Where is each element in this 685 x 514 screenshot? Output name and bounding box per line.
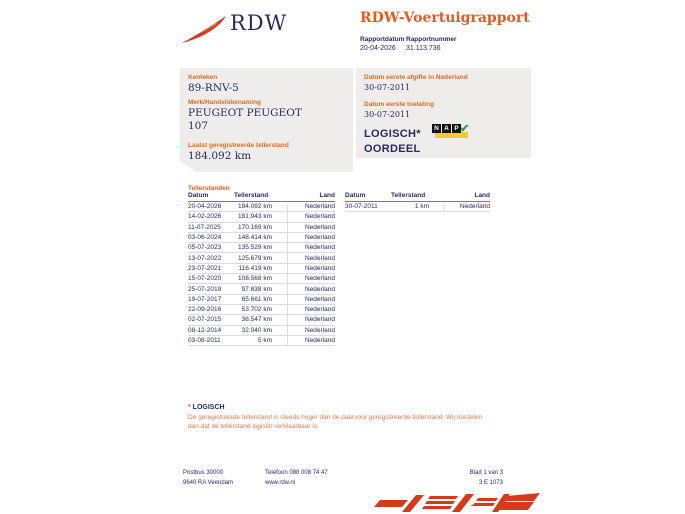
table-header-row: [345, 192, 490, 202]
cell-tellerstand: 97.838 km: [241, 285, 272, 293]
cell-land: Nederland: [305, 337, 335, 344]
table-row: [188, 336, 335, 346]
table-row: [188, 284, 335, 294]
table-row: [188, 264, 335, 274]
cell-land: Nederland: [305, 234, 335, 242]
table-row: [188, 202, 335, 212]
laatste-tellerstand-label: Laatst geregistreerde tellerstand: [188, 142, 289, 149]
footnote-asterisk: *: [188, 404, 193, 411]
page-title: RDW-Voertuigrapport: [360, 10, 530, 26]
footer-address: [183, 468, 233, 488]
merk-value-line2: 107: [188, 120, 209, 132]
cell-land: Nederland: [305, 275, 335, 283]
cell-datum: 25-07-2019: [188, 285, 222, 293]
laatste-tellerstand-value: 184.092 km: [188, 150, 252, 162]
cell-tellerstand: 181.943 km: [238, 213, 272, 221]
cell-land: Nederland: [305, 254, 335, 262]
report-date-value: 20-04-2026: [360, 45, 396, 52]
cell-datum: 02-07-2015: [188, 316, 222, 324]
tellerstanden-table: [188, 192, 335, 346]
cell-tellerstand: 38.547 km: [241, 316, 272, 324]
cell-tellerstand: 53.702 km: [241, 306, 272, 314]
verdict-line1: LOGISCH*: [364, 128, 421, 140]
table-header-row: [188, 192, 335, 202]
cell-datum: 05-07-2023: [188, 244, 222, 252]
cell-datum: 03-08-2011: [188, 337, 221, 344]
table-row: [188, 315, 335, 325]
nap-logo: [432, 124, 472, 140]
column-header-datum: Datum: [188, 192, 209, 199]
footnote-body: De geregistreerde tellerstand is steeds hoger dan de daarvoor geregistreerde tellerstand. Wij oordelen dan dat de tellerstand logisch verklaarbaar is.: [188, 414, 483, 430]
footer-address-line1: Postbus 30000: [183, 470, 224, 476]
kenteken-value: 89-RNV-5: [188, 82, 239, 94]
report-number-value: 31.113.736: [406, 45, 441, 52]
table-row: [188, 274, 335, 284]
cell-datum: 23-07-2021: [188, 264, 222, 272]
nap-checkmark-icon: ✔: [460, 123, 470, 135]
toelating-value: 30-07-2011: [364, 110, 411, 119]
cell-datum: 30-07-2011: [345, 203, 378, 211]
cell-tellerstand: 148.414 km: [238, 234, 272, 242]
cell-tellerstand: 116.419 km: [238, 264, 272, 272]
report-date-label: Rapportdatum: [360, 36, 405, 43]
column-divider: [444, 205, 445, 212]
footer-form-code: 3 E 1073: [478, 480, 503, 486]
merk-label: Merk/Handelsbenaming: [188, 99, 261, 106]
footer-page-number: Blad 1 van 3: [469, 470, 503, 476]
footer-address-line2: 9640 RA Veendam: [183, 480, 234, 486]
cell-datum: 14-02-2026: [188, 213, 222, 221]
cell-land: Nederland: [305, 244, 335, 252]
cell-land: Nederland: [305, 285, 335, 293]
footer-page-info: [420, 468, 503, 488]
cell-tellerstand: 32.040 km: [241, 326, 272, 334]
verdict-line2: OORDEEL: [364, 143, 421, 155]
cell-tellerstand: 184.092 km: [238, 203, 272, 211]
column-header-tellerstand: Tellerstand: [391, 192, 426, 199]
rdw-logo-icon: [182, 16, 226, 44]
rdw-logo-text: RDW: [230, 11, 288, 35]
footer-phone: Telefoon 088 008 74 47: [265, 470, 328, 476]
table-row: [188, 326, 335, 336]
merk-value-line1: PEUGEOT PEUGEOT: [188, 107, 302, 119]
toelating-label: Datum eerste toelating: [364, 101, 435, 108]
nap-letter-p: P: [452, 124, 461, 133]
table-row: [188, 233, 335, 243]
speed-lines-graphic: [372, 492, 540, 514]
table-row: [188, 243, 335, 253]
cell-land: Nederland: [305, 295, 335, 303]
nap-letter-n: N: [432, 124, 441, 133]
cell-datum: 03-06-2024: [188, 234, 222, 242]
cell-land: Nederland: [305, 316, 335, 324]
table-row: [188, 253, 335, 263]
cell-tellerstand: 170.169 km: [238, 223, 272, 231]
table-body: [188, 202, 335, 346]
cell-tellerstand: 1 km: [414, 203, 429, 211]
footer-contact: [265, 468, 328, 488]
cell-land: Nederland: [305, 213, 335, 221]
afgifte-value: 30-07-2011: [364, 83, 411, 92]
cell-datum: 15-07-2020: [188, 275, 222, 283]
cell-tellerstand: 125.679 km: [238, 254, 272, 262]
column-header-datum: Datum: [345, 192, 366, 199]
cell-datum: 11-07-2025: [188, 223, 221, 231]
kenteken-label: Kenteken: [188, 74, 218, 81]
cell-tellerstand: 65.661 km: [241, 295, 272, 303]
column-header-land: Land: [474, 192, 490, 199]
afgifte-label: Datum eerste afgifte in Nederland: [364, 74, 468, 81]
table-row: [188, 212, 335, 222]
cell-land: Nederland: [305, 326, 335, 334]
cell-datum: 22-09-2016: [188, 306, 222, 314]
cell-datum: 19-07-2017: [188, 295, 222, 303]
cell-land: Nederland: [460, 203, 490, 211]
report-number-label: Rapportnummer: [406, 36, 457, 43]
column-header-land: Land: [319, 192, 335, 199]
cell-land: Nederland: [305, 306, 335, 314]
footnote-title: [188, 404, 225, 411]
footnote-title-text: LOGISCH: [192, 404, 225, 411]
table-row: [345, 202, 490, 212]
table-row: [188, 223, 335, 233]
cell-datum: 20-04-2026: [188, 203, 222, 211]
cell-tellerstand: 5 km: [257, 337, 272, 344]
nap-letter-a: A: [442, 124, 451, 133]
tellerstanden-section-title: Tellerstanden: [188, 185, 230, 192]
cell-datum: 13-07-2022: [188, 254, 222, 262]
cell-datum: 08-12-2014: [188, 326, 222, 334]
footer-website: www.rdw.nl: [265, 480, 296, 486]
cell-land: Nederland: [305, 203, 335, 211]
column-divider: [287, 205, 288, 346]
cell-tellerstand: 135.529 km: [238, 244, 272, 252]
table-row: [188, 305, 335, 315]
table-body: [345, 202, 490, 212]
cell-land: Nederland: [305, 264, 335, 272]
tellerstanden-table-secondary: [345, 192, 490, 212]
cell-land: Nederland: [305, 223, 335, 231]
cell-tellerstand: 108.568 km: [238, 275, 272, 283]
table-row: [188, 295, 335, 305]
column-header-tellerstand: Tellerstand: [234, 192, 269, 199]
